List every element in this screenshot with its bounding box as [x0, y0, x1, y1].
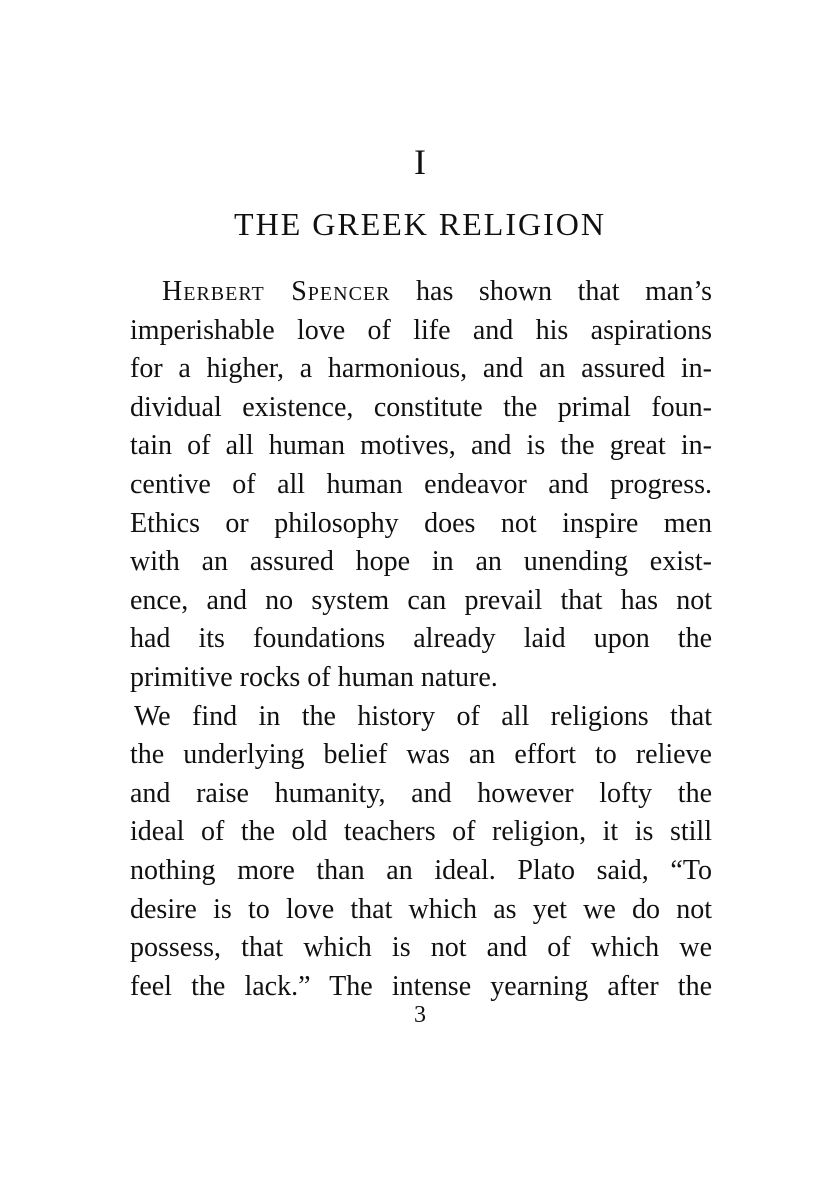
- paragraph-2-line-6: desire is to love that which as yet we do not: [130, 893, 712, 925]
- paragraph-1-line-9: ence, and no system can prevail that has not: [130, 584, 712, 616]
- paragraph-2-line-3: and raise humanity, and however lofty the: [130, 777, 712, 809]
- paragraph-1-line-8: with an assured hope in an unending exist-: [130, 546, 712, 578]
- paragraph-1-line-6: centive of all human endeavor and progress.: [130, 468, 712, 500]
- paragraph-2-line-2: the underlying belief was an effort to relieve: [130, 739, 712, 771]
- paragraph-1-line-2: imperishable love of life and his aspirations: [130, 314, 712, 346]
- paragraph-1-line-1: [130, 273, 712, 312]
- paragraph-1-line-11: primitive rocks of human nature.: [130, 661, 498, 693]
- line-text: We find in the history of all religions that: [134, 700, 712, 732]
- body-text: [130, 273, 712, 1006]
- paragraph-2-line-8: feel the lack.” The intense yearning after the: [130, 970, 712, 1002]
- page-number: 3: [414, 1002, 426, 1028]
- paragraph-1-line-10: had its foundations already laid upon the: [130, 623, 712, 655]
- chapter-number: I: [414, 142, 426, 182]
- paragraph-2-line-5: nothing more than an ideal. Plato said, “To: [130, 854, 712, 886]
- paragraph-2-line-1: [130, 698, 712, 737]
- chapter-title: THE GREEK RELIGION: [234, 206, 606, 242]
- paragraph-1-line-7: Ethics or philosophy does not inspire men: [130, 507, 712, 539]
- lead-name: Herbert Spencer: [162, 276, 391, 307]
- paragraph-1-line-3: for a higher, a harmonious, and an assured in-: [130, 353, 712, 385]
- paragraph-1-line-4: dividual existence, constitute the primal foun-: [130, 391, 712, 423]
- line-text: has shown that man’s: [390, 276, 712, 307]
- paragraph-2-line-7: possess, that which is not and of which we: [130, 932, 712, 964]
- paragraph-2-line-4: ideal of the old teachers of religion, it is still: [130, 816, 712, 848]
- paragraph-1-line-5: tain of all human motives, and is the great in-: [130, 430, 712, 462]
